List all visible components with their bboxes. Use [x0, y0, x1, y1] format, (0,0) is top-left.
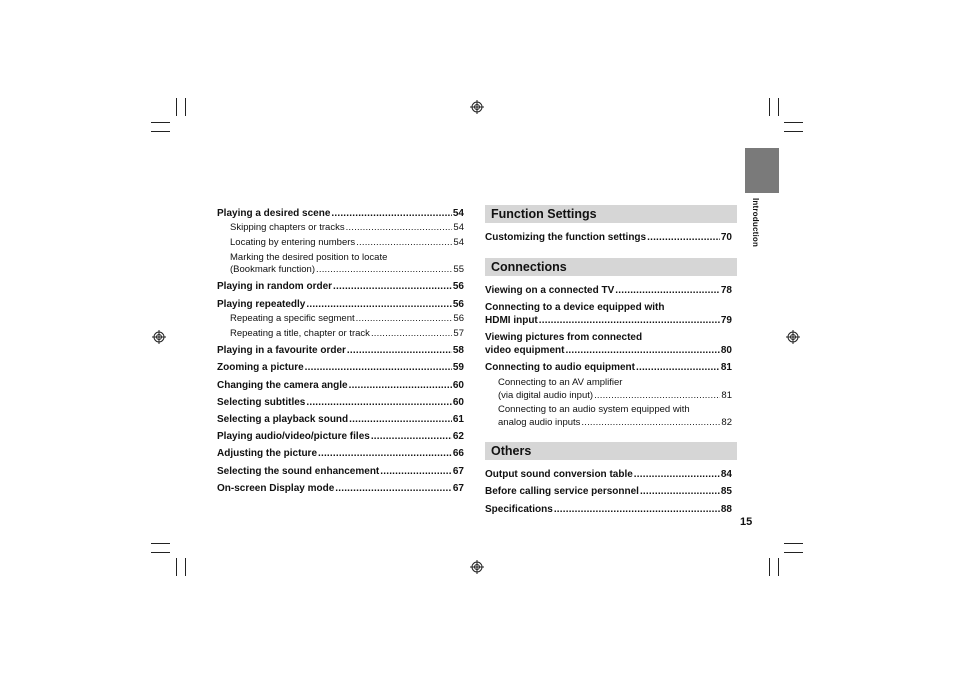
- crop-mark: [784, 543, 803, 544]
- toc-entry-label: Connecting to audio equipment: [485, 362, 635, 373]
- toc-entry-label: Skipping chapters or tracks: [230, 222, 345, 233]
- toc-entry[interactable]: [217, 208, 464, 219]
- crop-mark: [778, 558, 779, 576]
- section-heading-function-settings: Function Settings: [485, 205, 737, 223]
- toc-entry-page: 81: [721, 390, 732, 401]
- dot-leader: [581, 417, 720, 428]
- toc-subentry[interactable]: [230, 237, 464, 248]
- section-tab: [745, 148, 779, 193]
- section-side-label: Introduction: [751, 198, 760, 248]
- toc-entry-label: Playing audio/video/picture files: [217, 431, 370, 442]
- toc-entry[interactable]: [217, 397, 464, 408]
- toc-entry-line: Viewing pictures from connected: [485, 332, 643, 343]
- toc-entry-label: Output sound conversion table: [485, 469, 633, 480]
- crop-mark: [151, 122, 170, 123]
- toc-entry-label: Locating by entering numbers: [230, 237, 356, 248]
- toc-entry-page: 81: [720, 362, 732, 373]
- toc-subentry-line: Connecting to an audio system equipped with: [498, 404, 690, 415]
- crop-mark: [769, 98, 770, 116]
- toc-entry-page: 60: [452, 380, 464, 391]
- dot-leader: [306, 299, 452, 310]
- toc-entry-label: Specifications: [485, 504, 553, 515]
- toc-entry-page: 80: [720, 345, 732, 356]
- toc-entry-page: 54: [452, 208, 464, 219]
- toc-entry-page: 61: [452, 414, 464, 425]
- crop-mark: [784, 131, 803, 132]
- toc-entry-label: video equipment: [485, 345, 565, 356]
- toc-entry[interactable]: [217, 380, 464, 391]
- toc-entry[interactable]: [217, 362, 464, 373]
- crop-mark: [769, 558, 770, 576]
- toc-entry-label: On-screen Display mode: [217, 483, 335, 494]
- toc-entry-page: 78: [720, 285, 732, 296]
- toc-entry-line: Connecting to a device equipped with: [485, 302, 665, 313]
- dot-leader: [316, 264, 452, 275]
- toc-entry-page: 57: [453, 328, 464, 339]
- toc-entry-page: 56: [452, 299, 464, 310]
- toc-entry-page: 62: [452, 431, 464, 442]
- toc-entry-label: (Bookmark function): [230, 264, 316, 275]
- toc-subentry[interactable]: [498, 390, 732, 401]
- dot-leader: [640, 486, 720, 497]
- toc-entry-page: 70: [720, 232, 732, 243]
- dot-leader: [634, 469, 720, 480]
- toc-entry-label: Customizing the function settings: [485, 232, 647, 243]
- toc-entry-label: Playing repeatedly: [217, 299, 306, 310]
- toc-entry-label: Selecting the sound enhancement: [217, 466, 380, 477]
- toc-entry-page: 88: [720, 504, 732, 515]
- toc-entry-page: 67: [452, 483, 464, 494]
- dot-leader: [554, 504, 720, 515]
- crop-mark: [151, 543, 170, 544]
- dot-leader: [349, 380, 452, 391]
- toc-subentry[interactable]: [498, 417, 732, 428]
- toc-entry[interactable]: [485, 232, 732, 243]
- dot-leader: [615, 285, 720, 296]
- toc-subentry-line: Connecting to an AV amplifier: [498, 377, 623, 388]
- dot-leader: [371, 431, 452, 442]
- toc-subentry-line: Marking the desired position to locate: [230, 252, 388, 263]
- dot-leader: [349, 414, 452, 425]
- toc-entry-page: 59: [452, 362, 464, 373]
- toc-entry[interactable]: [485, 504, 732, 515]
- toc-entry-page: 79: [720, 315, 732, 326]
- toc-entry-page: 56: [453, 313, 464, 324]
- toc-entry-label: Adjusting the picture: [217, 448, 317, 459]
- crop-mark: [778, 98, 779, 116]
- dot-leader: [356, 313, 453, 324]
- toc-entry[interactable]: [485, 285, 732, 296]
- toc-entry[interactable]: [217, 414, 464, 425]
- crop-mark: [784, 122, 803, 123]
- registration-mark-icon: [786, 330, 800, 344]
- crop-mark: [151, 552, 170, 553]
- dot-leader: [594, 390, 720, 401]
- toc-entry[interactable]: [217, 448, 464, 459]
- registration-mark-icon: [470, 100, 484, 114]
- toc-subentry[interactable]: [230, 264, 464, 275]
- toc-entry-page: 67: [452, 466, 464, 477]
- dot-leader: [636, 362, 720, 373]
- dot-leader: [318, 448, 452, 459]
- crop-mark: [176, 98, 177, 116]
- toc-subentry[interactable]: [230, 222, 464, 233]
- registration-mark-icon: [152, 330, 166, 344]
- toc-entry-label: Playing a desired scene: [217, 208, 331, 219]
- toc-entry[interactable]: [217, 281, 464, 292]
- dot-leader: [539, 315, 720, 326]
- toc-entry[interactable]: [485, 486, 732, 497]
- crop-mark: [151, 131, 170, 132]
- toc-subentry[interactable]: [230, 313, 464, 324]
- toc-entry-label: Repeating a title, chapter or track: [230, 328, 370, 339]
- toc-entry[interactable]: [217, 299, 464, 310]
- toc-entry-page: 58: [452, 345, 464, 356]
- toc-entry-label: HDMI input: [485, 315, 538, 326]
- dot-leader: [331, 208, 451, 219]
- toc-entry-label: Playing in random order: [217, 281, 333, 292]
- dot-leader: [335, 483, 452, 494]
- toc-entry[interactable]: [485, 345, 732, 356]
- toc-entry[interactable]: [217, 483, 464, 494]
- toc-entry-page: 85: [720, 486, 732, 497]
- toc-entry[interactable]: [217, 431, 464, 442]
- toc-entry-page: 55: [453, 264, 464, 275]
- toc-entry-label: Before calling service personnel: [485, 486, 639, 497]
- toc-entry-page: 66: [452, 448, 464, 459]
- dot-leader: [333, 281, 452, 292]
- dot-leader: [371, 328, 452, 339]
- section-heading-connections: Connections: [485, 258, 737, 276]
- dot-leader: [347, 345, 452, 356]
- toc-entry-label: Playing in a favourite order: [217, 345, 346, 356]
- dot-leader: [346, 222, 453, 233]
- section-heading-others: Others: [485, 442, 737, 460]
- toc-entry-page: 84: [720, 469, 732, 480]
- registration-mark-icon: [470, 560, 484, 574]
- toc-entry-label: Viewing on a connected TV: [485, 285, 615, 296]
- crop-mark: [185, 558, 186, 576]
- crop-mark: [185, 98, 186, 116]
- toc-entry[interactable]: [217, 345, 464, 356]
- dot-leader: [380, 466, 452, 477]
- toc-entry-page: 56: [452, 281, 464, 292]
- toc-entry-page: 54: [453, 222, 464, 233]
- dot-leader: [356, 237, 452, 248]
- toc-entry-label: Changing the camera angle: [217, 380, 348, 391]
- toc-entry-label: Repeating a specific segment: [230, 313, 355, 324]
- dot-leader: [305, 362, 452, 373]
- toc-entry[interactable]: [217, 466, 464, 477]
- toc-subentry[interactable]: [230, 328, 464, 339]
- toc-entry[interactable]: [485, 315, 732, 326]
- toc-entry-label: analog audio inputs: [498, 417, 581, 428]
- toc-entry[interactable]: [485, 362, 732, 373]
- toc-entry-page: 60: [452, 397, 464, 408]
- toc-entry-label: (via digital audio input): [498, 390, 594, 401]
- toc-entry-page: 82: [721, 417, 732, 428]
- crop-mark: [784, 552, 803, 553]
- page-number: 15: [740, 516, 753, 528]
- toc-entry[interactable]: [485, 469, 732, 480]
- crop-mark: [176, 558, 177, 576]
- toc-entry-page: 54: [453, 237, 464, 248]
- dot-leader: [647, 232, 720, 243]
- toc-entry-label: Selecting subtitles: [217, 397, 306, 408]
- dot-leader: [306, 397, 452, 408]
- toc-entry-label: Zooming a picture: [217, 362, 304, 373]
- toc-entry-label: Selecting a playback sound: [217, 414, 349, 425]
- dot-leader: [565, 345, 719, 356]
